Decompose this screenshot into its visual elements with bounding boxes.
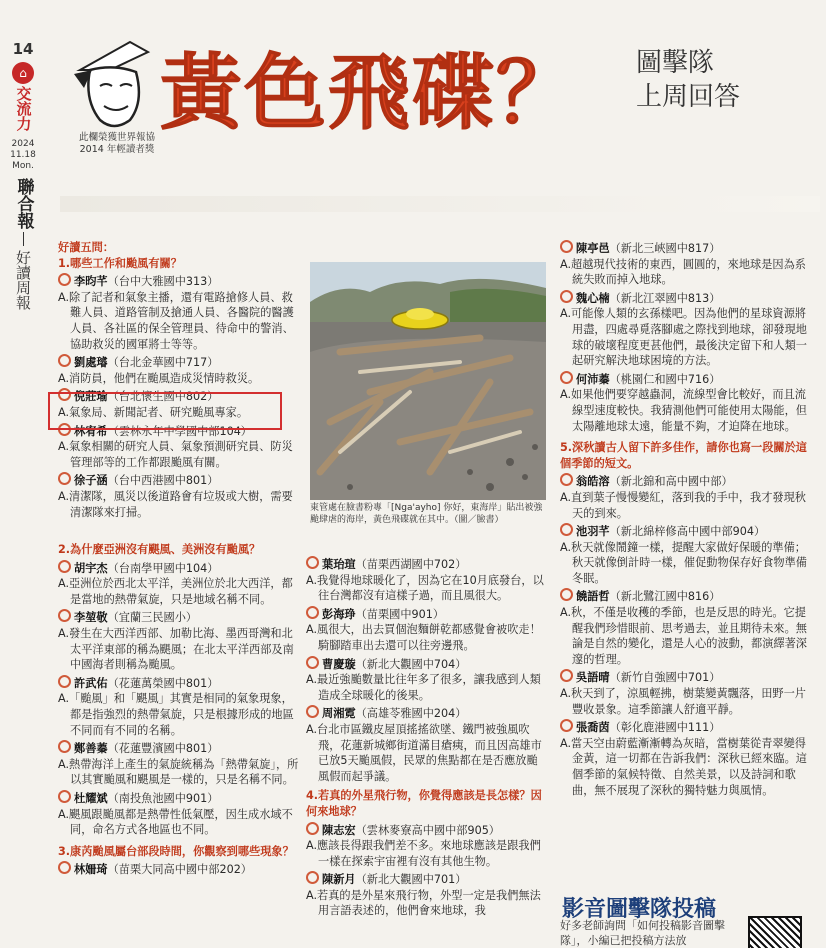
mascot-logo-icon [70, 40, 156, 134]
student-school: （苗栗大同高中國中部202） [107, 863, 252, 877]
student-school: （新北大觀國中704） [355, 657, 467, 671]
qr-code-icon[interactable] [748, 916, 802, 948]
answer-text: A.可能像人類的玄孫樣吧。因為他們的星球資源將用盡，四處尋覓落腳處之際找到地球，卻發現地球的破壞程度更甚他們，最後決定留下和人類一起研究解決地球困境的方法。 [560, 307, 807, 368]
answer-entry [58, 273, 298, 352]
answer-text: A.秋天到了，涼風輕拂，樹葉變黃飄落，田野一片豐收景象。這季節讓人舒適平靜。 [560, 687, 806, 716]
answer-text: A.熱帶海洋上產生的氣旋統稱為「熱帶氣旋」，所以其實颱風和颶風是一樣的，只是名稱不同。 [58, 757, 299, 787]
answer-entry [560, 523, 812, 586]
answer-entry [560, 290, 812, 369]
issue-date: 2024 11.18 Mon. [10, 139, 36, 171]
issue-name: 好讀周報 [14, 250, 32, 310]
answer-entry [560, 719, 812, 798]
subhead [636, 46, 740, 114]
student-school: （台南學甲國中104） [107, 561, 219, 575]
student-school: （台中大雅國中313） [107, 275, 219, 289]
answer-entry [306, 822, 548, 870]
answer-text: A.超越現代技術的東西，圓圓的，來地球是因為系統失敗而掉入地球。 [560, 257, 806, 287]
answer-text: A.當天空由蔚藍漸漸轉為灰暗，當樹葉從青翠變得金黃，這一切都在告訴我們：深秋已經來臨。這個季節的氣候特徵、自然美景，以及詩詞和歌曲，無不展現了深秋的獨特魅力與風情。 [560, 736, 807, 797]
student-school: （南投魚池國中901） [107, 791, 219, 805]
answer-entry [306, 871, 548, 919]
answer-entry [560, 473, 812, 521]
answer-entry [58, 354, 298, 386]
page-number: 14 [12, 40, 34, 58]
student-school: （雲林永年中學國中部104） [107, 424, 252, 438]
question-1-title: 1.哪些工作和颱風有關？ [58, 256, 182, 270]
answer-text: A.氣象局、新聞記者、研究颱風專家。 [58, 405, 249, 419]
paper-name: 聯合報 [13, 178, 34, 229]
subhead-line-2: 上周回答 [636, 82, 741, 112]
answer-entry [58, 861, 300, 878]
answer-text: A.我覺得地球暖化了，因為它在10月底發台，以往台灣都沒有這樣子過，而且風很大。 [306, 573, 544, 603]
section-name: 交流力 [14, 86, 33, 131]
student-name: 池羽芊 [560, 525, 610, 538]
answer-text: A.發生在大西洋西部、加勒比海、墨西哥灣和北太平洋東部的稱為颶風；在北太平洋西部及南中國海者則稱為颱風。 [58, 626, 294, 672]
answer-text: A.秋，不僅是收穫的季節，也是反思的時光。它提醒我們珍惜眼前、思考過去，並且期待未來。無論是自然的變化，還是人心的波動，都演繹著深邃的哲理。 [560, 606, 807, 666]
student-name: 林姍琦 [58, 863, 108, 876]
student-name: 彭海琤 [306, 608, 356, 621]
answer-text: A.台北市區鐵皮屋頂搖搖欲墜、鐵門被強風吹飛，花蓮新城鄉街道滿目瘡痍，而且因高雄市已放5天颱風假，民眾的焦點都在是否應放颱風假而起爭議。 [306, 722, 542, 783]
ufo-beach-photo [310, 262, 546, 500]
answer-text: A.直到葉子慢慢變紅，落到我的手中，我才發現秋天的到來。 [560, 490, 806, 520]
submit-text: 好多老師詢問「如何投稿影音圖擊隊」，小編已把投稿方法放 [560, 919, 725, 947]
answer-entry [58, 790, 300, 838]
answer-entry [58, 472, 298, 520]
answer-text: A.風很大，出去買個泡麵餅乾都感覺會被吹走！騎腳踏車出去還可以往旁邊飛。 [306, 623, 541, 652]
student-name: 李堃敬 [58, 611, 108, 624]
question-5-title: 5.深秋讀古人留下許多佳作，請你也寫一段關於這個季節的短文。 [560, 441, 807, 470]
student-name: 陳新月 [306, 873, 356, 886]
student-name: 李昀芊 [58, 275, 108, 288]
column-q2 [58, 542, 300, 880]
student-name: 陳志宏 [306, 824, 356, 837]
student-school: （高雄苓雅國中204） [355, 707, 467, 721]
student-name: 翁皓溶 [560, 475, 610, 488]
section-seal-icon: ⌂ [12, 62, 34, 84]
answer-entry [560, 240, 812, 288]
question-4-title: 4.若真的外星飛行物，你覺得應該是長怎樣？因何來地球？ [306, 789, 542, 818]
headline: 黃色飛碟？ [160, 45, 581, 141]
student-name: 曹慶璇 [306, 658, 356, 671]
answer-text: A.最近強颱數量比往年多了很多，讓我感到人類造成全球暖化的後果。 [306, 673, 541, 702]
student-name: 林宥希 [58, 425, 108, 438]
student-school: （雲林麥寮高中國中部905） [355, 823, 500, 837]
answer-text: A.秋天就像鬧鐘一樣，提醒大家做好保暖的準備；秋天就像倒計時一樣，催促動物保存好食物準備冬眠。 [560, 540, 807, 585]
student-name: 陳亭邑 [560, 242, 610, 255]
student-school: （新北大觀國中701） [355, 873, 467, 887]
student-school: （新北三峽國中817） [609, 242, 721, 255]
student-school: （台北懷生國中802） [107, 390, 219, 404]
answer-text: A.如果他們要穿越蟲洞，流線型會比較好，而且流線型速度較快。我猜測他們可能使用太陽能，但太陽離地球太遠，能量不夠，才迫降在地球。 [560, 388, 807, 433]
answer-text: A.氣象相關的研究人員、氣象預測研究員、防災管理部等的工作都跟颱風有關。 [58, 440, 293, 469]
student-name: 許武佑 [58, 677, 108, 690]
student-school: （新北江翠國中813） [609, 291, 721, 305]
student-name: 杜耀斌 [58, 792, 108, 805]
student-name: 鄭善蓁 [58, 742, 108, 755]
page-rail [6, 40, 40, 314]
student-name: 張喬茵 [560, 721, 610, 734]
student-name: 倪莊瑜 [58, 390, 108, 403]
subhead-line-1: 圖擊隊 [636, 48, 715, 78]
student-name: 胡宇杰 [58, 562, 108, 575]
answer-entry [306, 556, 548, 604]
answer-entry [560, 588, 812, 667]
answer-entry [306, 656, 548, 704]
student-school: （花蓮豐濱國中801） [107, 742, 219, 756]
student-name: 吳語晴 [560, 671, 610, 684]
answer-entry [58, 675, 300, 738]
answer-text: A.「颱風」和「颶風」其實是相同的氣象現象，都是指強烈的熱帶氣旋，只是根據形成的地區不同而有不同的名稱。 [58, 692, 294, 737]
student-school: （新北鷺江國中816） [609, 590, 721, 604]
intro-label: 好讀五問： [58, 241, 114, 254]
student-name: 葉珆瑄 [306, 558, 356, 571]
answer-text: A.若真的是外星來飛行物，外型一定是我們無法用言語表述的，他們會來地球，我 [306, 888, 541, 918]
photo-caption: 東管處在臉書粉專「[Nga'ayho] 你好，東海岸」貼出被強颱肆虐的海岸，黃色飛碟就在其中。（圖／臉書） [310, 503, 543, 525]
answer-entry [560, 371, 812, 434]
bleed-through-strip [60, 196, 820, 212]
student-school: （苗栗西湖國中702） [355, 558, 467, 571]
student-school: （新北綿梓修高中國中部904） [609, 525, 766, 539]
question-3-title: 3.康芮颱風屬台部段時間，你觀察到哪些現象？ [58, 844, 294, 858]
rail-divider [23, 232, 24, 246]
column-q4-q5 [560, 240, 812, 800]
student-name: 周湘霓 [306, 707, 356, 720]
answer-text: A.亞洲位於西北太平洋，美洲位於北大西洋，都是當地的熱帶氣旋，只是地域名稱不同。 [58, 577, 293, 606]
answer-entry [58, 609, 300, 672]
answer-entry [58, 560, 300, 608]
student-school: （花蓮萬榮國中801） [107, 676, 219, 690]
student-name: 何沛蓁 [560, 373, 610, 386]
answer-text: A.除了記者和氣象主播，還有電路搶修人員、救難人員、道路管制及搶通人員、各醫院的醫護人員、各社區的保全管理員、待命中的警消、協助救災的國軍將士等等。 [58, 290, 294, 351]
award-note: 此欄榮獲世界報協 2014 年輕讀者獎 [78, 132, 155, 155]
student-name: 饒語哲 [560, 590, 610, 603]
highlight-box [48, 392, 282, 430]
student-school: （宜蘭三民國小） [107, 611, 198, 625]
student-school: （彰化鹿港國中111） [609, 721, 721, 735]
column-q3 [306, 556, 548, 921]
question-2-title: 2.為什麼亞洲沒有颶風、美洲沒有颱風？ [58, 543, 261, 556]
student-school: （台中西港國中801） [107, 474, 219, 488]
student-school: （台北金華國中717） [107, 356, 219, 370]
answer-entry [306, 705, 548, 784]
student-school: （苗栗國中901） [355, 607, 445, 621]
answer-text: A.颶風跟颱風都是熱帶性低氣壓，因生成水域不同，命名方式各地區也不同。 [58, 807, 293, 837]
answer-entry [306, 606, 548, 654]
student-school: （新竹自強國中701） [609, 671, 721, 685]
student-school: （桃園仁和國中716） [609, 372, 721, 386]
student-name: 劉處璿 [58, 356, 108, 369]
answer-text: A.消防員，他們在颱風造成災情時救災。 [58, 371, 260, 385]
student-name: 魏心楠 [560, 292, 610, 305]
student-school: （新北錦和高中國中部） [609, 475, 733, 489]
column-q1 [58, 240, 298, 522]
answer-entry [560, 669, 812, 717]
answer-entry [58, 740, 300, 788]
student-name: 徐子涵 [58, 474, 108, 487]
answer-text: A.應該長得跟我們差不多。來地球應該是跟我們一樣在探索宇宙裡有沒有其他生物。 [306, 839, 541, 868]
answer-text: A.清潔隊，風災以後道路會有垃圾或大樹，需要清潔隊來打掃。 [58, 489, 293, 519]
submit-title: 影音圖擊隊投稿 [562, 897, 717, 922]
